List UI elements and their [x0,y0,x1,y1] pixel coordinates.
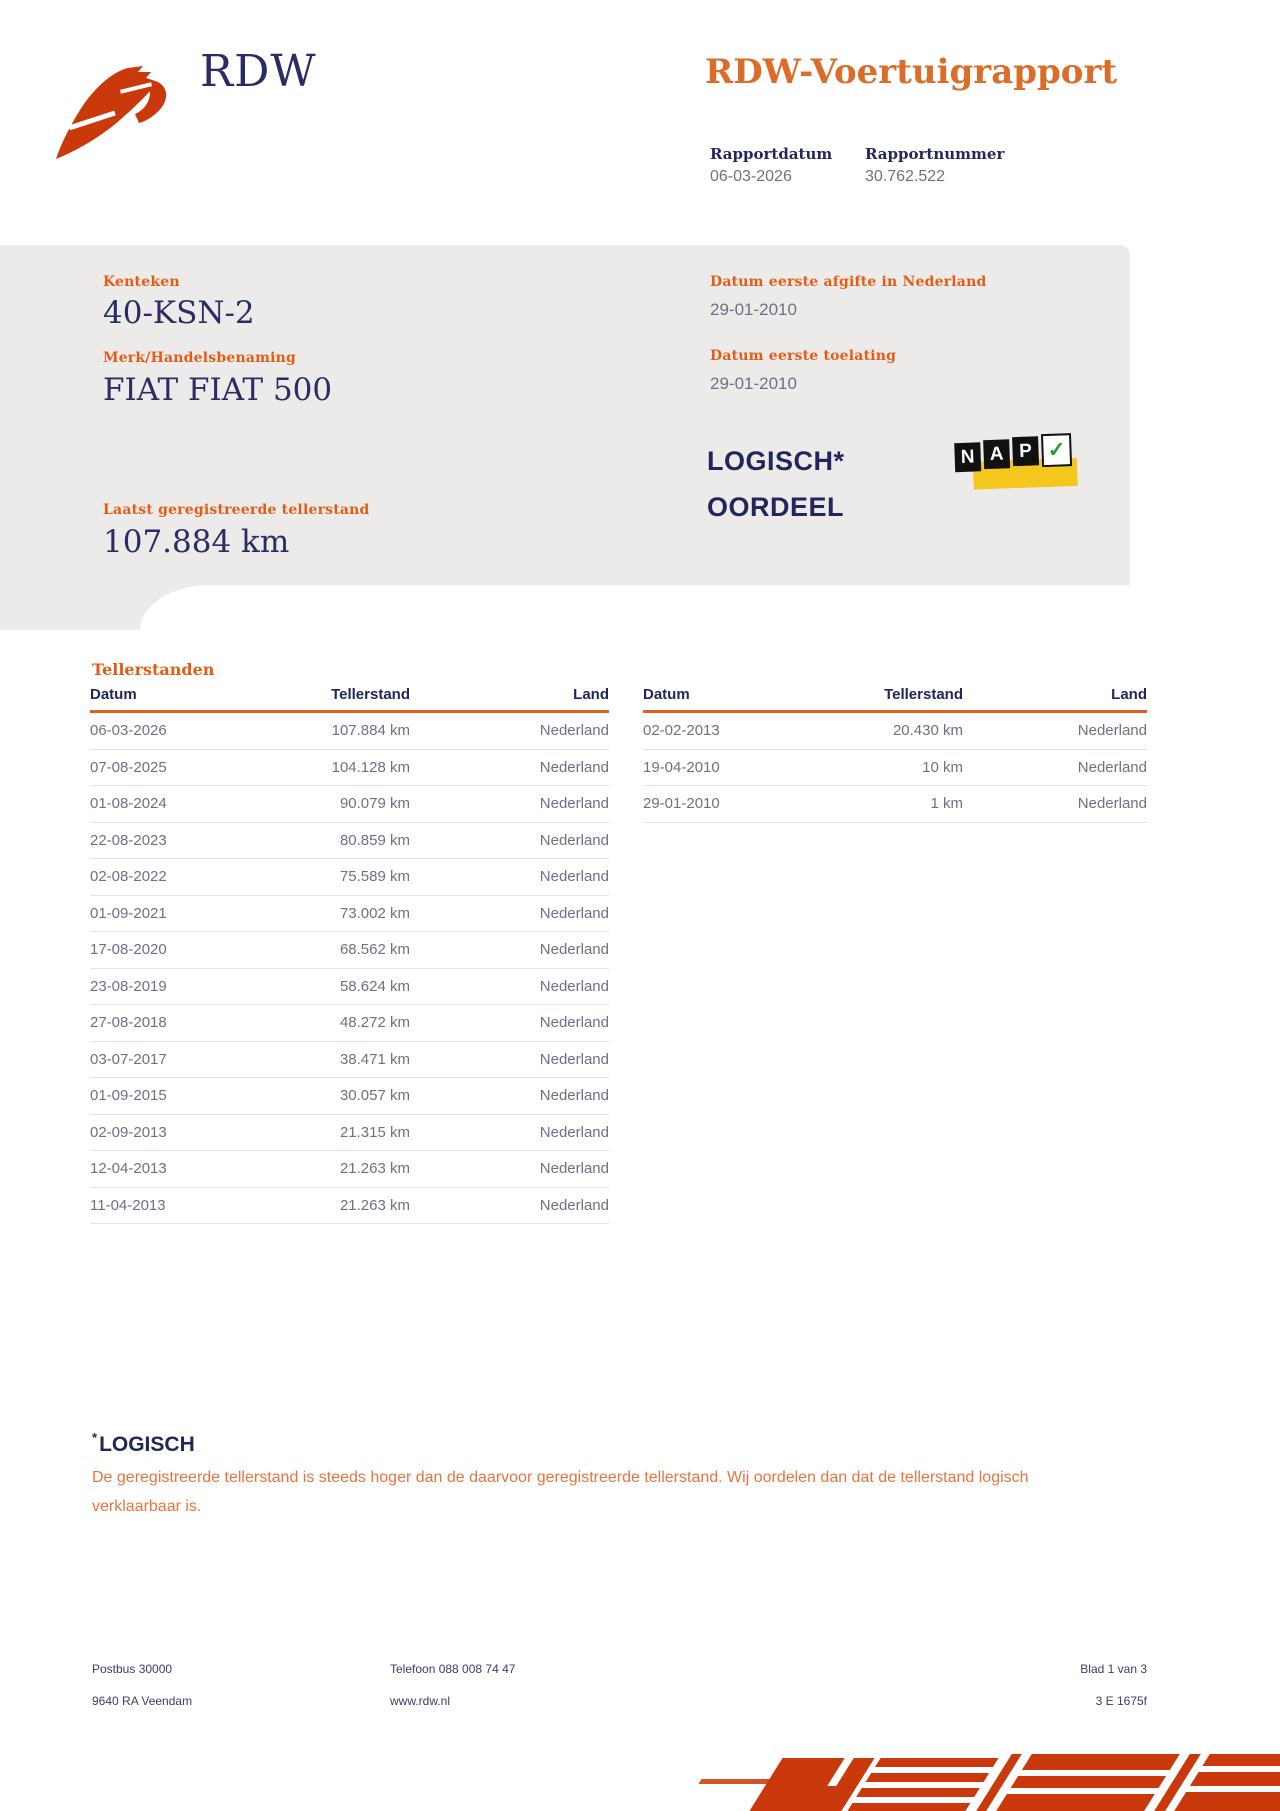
tellerstand-cell: 21.263 km [339,1160,410,1178]
datum-cell: 22-08-2023 [90,831,167,849]
datum-cell: 11-04-2013 [90,1196,166,1214]
tellerstand-value: 107.884 km [103,524,290,560]
land-cell: Nederland [539,1014,609,1032]
table-row [90,713,609,750]
tellerstand-cell: 75.589 km [339,868,410,886]
land-cell: Nederland [539,1087,609,1105]
report-number-label: Rapportnummer [865,145,1005,163]
land-cell: Nederland [1077,722,1147,740]
datum-cell: 06-03-2026 [90,722,167,740]
datum-cell: 01-09-2021 [90,904,167,922]
land-cell: Nederland [539,1196,609,1214]
tellerstand-cell: 73.002 km [339,904,410,922]
odometer-table-left [90,686,609,1224]
datum-cell: 01-08-2024 [90,795,167,813]
afgifte-label: Datum eerste afgifte in Nederland [710,274,987,290]
tellerstand-cell: 90.079 km [339,795,410,813]
datum-cell: 29-01-2010 [643,795,720,813]
table-row [90,1188,609,1225]
table-row [90,750,609,787]
tellerstand-cell: 10 km [922,758,963,776]
land-cell: Nederland [539,868,609,886]
tellerstand-cell: 58.624 km [339,977,410,995]
column-header-datum: Datum [90,686,137,703]
nap-letter-n: N [954,442,981,472]
column-header-tellerstand: Tellerstand [331,686,410,703]
tellerstand-cell: 21.263 km [339,1196,410,1214]
table-row [90,932,609,969]
table-row [643,750,1147,787]
datum-cell: 19-04-2010 [643,758,720,776]
nap-letter-p: P [1012,436,1039,466]
column-header-land: Land [1111,686,1147,703]
report-number-value: 30.762.522 [865,168,946,185]
oordeel-line2: OORDEEL [707,492,845,522]
table-row [643,713,1147,750]
toelating-value: 29-01-2010 [710,374,797,393]
datum-cell: 02-02-2013 [643,722,720,740]
section-title-tellerstanden: Tellerstanden [92,660,215,679]
kenteken-value: 40-KSN-2 [103,295,255,331]
land-cell: Nederland [539,941,609,959]
table-header-row [643,686,1147,713]
table-row [90,823,609,860]
datum-cell: 07-08-2025 [90,758,167,776]
table-row [90,1151,609,1188]
land-cell: Nederland [539,795,609,813]
table-row [90,1042,609,1079]
tellerstand-cell: 107.884 km [331,722,410,740]
logisch-footnote-text: De geregistreerde tellerstand is steeds hoger dan de daarvoor geregistreerde tellerstand. Wij oordelen dan dat de tellerstand logisch verklaarbaar is. [92,1469,1029,1515]
stripe-big-block [996,1754,1180,1811]
table-header-row [90,686,609,713]
table-body [643,713,1147,823]
tellerstand-cell: 38.471 km [339,1050,410,1068]
merk-value: FIAT FIAT 500 [103,372,333,408]
column-header-land: Land [573,686,609,703]
footer-phone: Telefoon 088 008 74 47 [390,1662,516,1676]
column-header-datum: Datum [643,686,690,703]
report-date-value: 06-03-2026 [710,168,792,185]
footnote-title: LOGISCH [99,1433,195,1456]
nap-letter-a: A [983,439,1010,469]
summary-box-curve [140,585,1132,632]
table-row [90,969,609,1006]
nap-checkmark-icon: ✓ [1041,433,1072,467]
land-cell: Nederland [539,1123,609,1141]
datum-cell: 02-08-2022 [90,868,167,886]
table-body [90,713,609,1224]
datum-cell: 17-08-2020 [90,941,167,959]
logisch-footnote-heading [92,1430,195,1457]
land-cell: Nederland [1077,795,1147,813]
merk-label: Merk/Handelsbenaming [103,350,297,366]
speed-stripes-graphic [0,1750,1280,1811]
report-date-label: Rapportdatum [710,145,833,163]
land-cell: Nederland [539,1160,609,1178]
tellerstand-cell: 104.128 km [331,758,410,776]
toelating-label: Datum eerste toelating [710,348,897,364]
stripe-thin-line [698,1779,773,1784]
table-row [90,1005,609,1042]
column-header-tellerstand: Tellerstand [884,686,963,703]
footer-website-link[interactable]: www.rdw.nl [390,1694,451,1708]
land-cell: Nederland [539,904,609,922]
stripe-stack [847,1758,998,1811]
oordeel-line1: LOGISCH* [707,446,845,476]
tellerstand-cell: 20.430 km [892,722,963,740]
tellerstand-cell: 1 km [930,795,963,813]
table-row [90,1115,609,1152]
land-cell: Nederland [539,722,609,740]
table-row [90,786,609,823]
tellerstand-label: Laatst geregistreerde tellerstand [103,502,370,518]
datum-cell: 23-08-2019 [90,977,167,995]
footer-address-line1: Postbus 30000 [92,1662,173,1676]
tellerstand-cell: 21.315 km [339,1123,410,1141]
land-cell: Nederland [1077,758,1147,776]
tellerstand-cell: 30.057 km [339,1087,410,1105]
odometer-table-right [643,686,1147,823]
tellerstand-cell: 48.272 km [339,1014,410,1032]
rdw-logo-text: RDW [200,46,317,97]
table-row [90,859,609,896]
nap-logo [954,433,1082,495]
datum-cell: 01-09-2015 [90,1087,167,1105]
datum-cell: 27-08-2018 [90,1014,167,1032]
datum-cell: 03-07-2017 [90,1050,167,1068]
footer-address-line2: 9640 RA Veendam [92,1694,193,1708]
page-title: RDW-Voertuigrapport [705,52,1118,92]
footnote-asterisk: * [92,1430,98,1445]
datum-cell: 02-09-2013 [90,1123,167,1141]
table-row [90,1078,609,1115]
land-cell: Nederland [539,831,609,849]
datum-cell: 12-04-2013 [90,1160,167,1178]
land-cell: Nederland [539,977,609,995]
footer-page-number: Blad 1 van 3 [1080,1662,1147,1676]
tellerstand-cell: 80.859 km [339,831,410,849]
table-row [643,786,1147,823]
land-cell: Nederland [539,758,609,776]
afgifte-value: 29-01-2010 [710,300,797,319]
footer-form-code: 3 E 1675f [1095,1694,1147,1708]
tellerstand-cell: 68.562 km [339,941,410,959]
rdw-swoosh-logo-icon [50,62,190,162]
kenteken-label: Kenteken [103,274,180,290]
table-row [90,896,609,933]
land-cell: Nederland [539,1050,609,1068]
